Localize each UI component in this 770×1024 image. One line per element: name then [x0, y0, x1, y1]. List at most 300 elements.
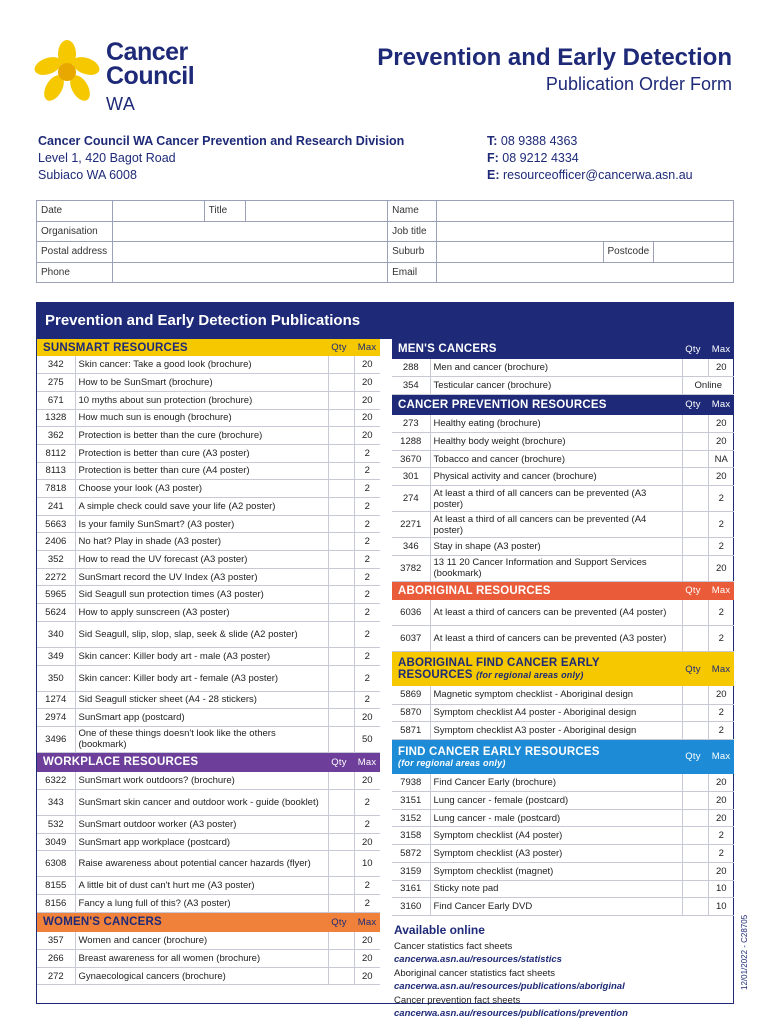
item-code: 8112 [37, 444, 75, 462]
item-max: 2 [354, 533, 380, 551]
item-name: Protection is better than cure (A3 poster) [75, 444, 328, 462]
table-row [392, 359, 734, 377]
item-code: 346 [392, 538, 430, 556]
section-header-sunsmart: SUNSMART RESOURCES Qty Max [37, 339, 380, 356]
item-code: 301 [392, 468, 430, 486]
qty-field[interactable] [328, 551, 354, 569]
item-max: 2 [708, 512, 734, 538]
item-code: 2271 [392, 512, 430, 538]
sunsmart-table [37, 356, 380, 753]
item-max: 20 [354, 709, 380, 727]
table-row [37, 726, 380, 752]
qty-field[interactable] [682, 686, 708, 704]
available-online [392, 924, 734, 1020]
table-row [392, 538, 734, 556]
item-code: 357 [37, 932, 75, 950]
item-code: 6322 [37, 772, 75, 790]
item-max: 20 [354, 374, 380, 392]
qty-field[interactable] [328, 374, 354, 392]
table-row [37, 895, 380, 913]
item-name: Symptom checklist A3 poster - Aboriginal design [430, 722, 682, 740]
postal-address-label: Postal address [37, 242, 113, 263]
organisation-field[interactable] [112, 221, 387, 242]
item-code: 3151 [392, 792, 430, 810]
item-name: SunSmart record the UV Index (A3 poster) [75, 568, 328, 586]
qty-field[interactable] [328, 409, 354, 427]
item-code: 5872 [392, 845, 430, 863]
item-name: At least a third of cancers can be prevented (A3 poster) [430, 626, 682, 652]
qty-field[interactable] [682, 468, 708, 486]
item-max: 20 [708, 359, 734, 377]
item-name: Symptom checklist (magnet) [430, 862, 682, 880]
item-code: 2406 [37, 533, 75, 551]
table-row [392, 512, 734, 538]
item-code: 362 [37, 427, 75, 445]
item-code: 6037 [392, 626, 430, 652]
section-header-men: MEN'S CANCERS Qty Max [392, 339, 734, 359]
item-code: 354 [392, 377, 430, 395]
item-name: Symptom checklist (A4 poster) [430, 827, 682, 845]
table-row [37, 967, 380, 985]
item-max: 2 [354, 691, 380, 709]
page-subtitle: Publication Order Form [545, 74, 732, 94]
email-line: E: resourceofficer@cancerwa.asn.au [487, 168, 693, 182]
item-name: At least a third of all cancers can be prevented (A4 poster) [430, 512, 682, 538]
online-item-label: Aboriginal cancer statistics fact sheets [394, 967, 556, 979]
item-name: 13 11 20 Cancer Information and Support Services (bookmark) [430, 555, 682, 581]
qty-field[interactable] [328, 621, 354, 647]
item-max: 20 [354, 409, 380, 427]
table-row [37, 551, 380, 569]
table-row [37, 586, 380, 604]
item-max: NA [708, 450, 734, 468]
item-max: 20 [354, 427, 380, 445]
item-name: How much sun is enough (brochure) [75, 409, 328, 427]
qty-field[interactable] [328, 709, 354, 727]
table-row [37, 772, 380, 790]
item-name: Magnetic symptom checklist - Aboriginal design [430, 686, 682, 704]
item-code: 5869 [392, 686, 430, 704]
item-max: 20 [354, 967, 380, 985]
qty-field[interactable] [682, 359, 708, 377]
item-name: Tobacco and cancer (brochure) [430, 450, 682, 468]
item-code: 5870 [392, 704, 430, 722]
postcode-field[interactable] [654, 242, 734, 263]
item-max: 20 [708, 415, 734, 433]
item-name: Symptom checklist A4 poster - Aboriginal design [430, 704, 682, 722]
table-row [392, 792, 734, 810]
qty-field[interactable] [682, 809, 708, 827]
item-max: 2 [354, 816, 380, 834]
qty-field[interactable] [328, 604, 354, 622]
table-row [37, 480, 380, 498]
qty-field[interactable] [328, 895, 354, 913]
item-code: 350 [37, 665, 75, 691]
item-max: 10 [708, 898, 734, 916]
table-row [37, 816, 380, 834]
prevention-table [392, 415, 734, 582]
qty-field[interactable] [328, 498, 354, 516]
qty-field[interactable] [328, 816, 354, 834]
section-header-find-early: FIND CANCER EARLY RESOURCES (for regional areas only) Qty Max [392, 740, 734, 774]
item-name: Symptom checklist (A3 poster) [430, 845, 682, 863]
qty-field[interactable] [682, 845, 708, 863]
item-max: 2 [708, 722, 734, 740]
item-max: Online [682, 377, 734, 395]
publications-title: Prevention and Early Detection Publications [37, 303, 733, 339]
item-max: 2 [354, 568, 380, 586]
qty-field[interactable] [328, 790, 354, 816]
item-max: 20 [708, 433, 734, 451]
item-name: At least a third of all cancers can be prevented (A3 poster) [430, 486, 682, 512]
item-name: SunSmart app workplace (postcard) [75, 833, 328, 851]
item-code: 241 [37, 498, 75, 516]
daffodil-icon [34, 40, 100, 104]
item-code: 532 [37, 816, 75, 834]
item-max: 2 [354, 480, 380, 498]
item-code: 274 [392, 486, 430, 512]
item-code: 6308 [37, 851, 75, 877]
item-code: 1328 [37, 409, 75, 427]
qty-field[interactable] [328, 691, 354, 709]
item-max: 20 [354, 950, 380, 968]
email-field[interactable] [437, 262, 734, 283]
publications-panel [36, 302, 734, 1019]
item-max: 10 [708, 880, 734, 898]
table-row [37, 932, 380, 950]
item-name: Stay in shape (A3 poster) [430, 538, 682, 556]
phone-line: T: 08 9388 4363 [487, 134, 578, 148]
aboriginal-early-table [392, 686, 734, 740]
item-max: 2 [708, 538, 734, 556]
qty-field[interactable] [682, 862, 708, 880]
section-header-prevention: CANCER PREVENTION RESOURCES Qty Max [392, 395, 734, 415]
qty-field[interactable] [682, 450, 708, 468]
qty-field[interactable] [328, 950, 354, 968]
table-row [392, 722, 734, 740]
item-code: 8156 [37, 895, 75, 913]
item-code: 3158 [392, 827, 430, 845]
item-code: 3161 [392, 880, 430, 898]
qty-field[interactable] [328, 967, 354, 985]
item-max: 2 [354, 551, 380, 569]
publications-right-column [392, 339, 734, 1021]
document-code: 12/01/2022 - C28705 [740, 914, 749, 990]
item-code: 288 [392, 359, 430, 377]
phone-field[interactable] [112, 262, 387, 283]
online-item-label: Cancer prevention fact sheets [394, 994, 521, 1006]
organisation-label: Organisation [37, 221, 113, 242]
item-name: Sticky note pad [430, 880, 682, 898]
table-row [37, 691, 380, 709]
qty-field[interactable] [682, 898, 708, 916]
email-label: Email [388, 262, 437, 283]
item-max: 2 [354, 647, 380, 665]
item-code: 343 [37, 790, 75, 816]
item-max: 10 [354, 851, 380, 877]
item-max: 2 [354, 665, 380, 691]
item-max: 20 [708, 809, 734, 827]
item-code: 266 [37, 950, 75, 968]
section-header-women: WOMEN'S CANCERS Qty Max [37, 913, 380, 932]
item-name: Skin cancer: Take a good look (brochure) [75, 356, 328, 374]
item-name: One of these things doesn't look like the others (bookmark) [75, 726, 328, 752]
item-max: 2 [354, 877, 380, 895]
item-max: 2 [354, 444, 380, 462]
table-row [37, 709, 380, 727]
item-max: 2 [354, 895, 380, 913]
item-max: 2 [354, 586, 380, 604]
item-name: Find Cancer Early (brochure) [430, 774, 682, 792]
table-row [37, 950, 380, 968]
online-item-link[interactable]: cancerwa.asn.au/resources/publications/prevention [394, 1007, 628, 1019]
item-code: 6036 [392, 600, 430, 626]
item-name: Physical activity and cancer (brochure) [430, 468, 682, 486]
item-name: How to apply sunscreen (A3 poster) [75, 604, 328, 622]
workplace-table [37, 772, 380, 913]
qty-field[interactable] [682, 827, 708, 845]
item-name: Healthy eating (brochure) [430, 415, 682, 433]
qty-field[interactable] [682, 880, 708, 898]
item-max: 20 [354, 932, 380, 950]
phone-label: Phone [37, 262, 113, 283]
item-code: 2272 [37, 568, 75, 586]
qty-field[interactable] [328, 851, 354, 877]
item-max: 20 [708, 686, 734, 704]
table-row [37, 427, 380, 445]
item-name: SunSmart skin cancer and outdoor work - guide (booklet) [75, 790, 328, 816]
item-max: 2 [708, 626, 734, 652]
item-name: Gynaecological cancers (brochure) [75, 967, 328, 985]
job-title-label: Job title [388, 221, 437, 242]
contact-address [38, 133, 404, 184]
item-name: Lung cancer - female (postcard) [430, 792, 682, 810]
qty-field[interactable] [682, 538, 708, 556]
postal-address-field[interactable] [112, 242, 387, 263]
table-row [37, 665, 380, 691]
item-code: 275 [37, 374, 75, 392]
qty-field[interactable] [328, 444, 354, 462]
qty-field[interactable] [328, 427, 354, 445]
table-row [37, 391, 380, 409]
table-row [37, 515, 380, 533]
qty-field[interactable] [328, 533, 354, 551]
qty-field[interactable] [328, 647, 354, 665]
item-max: 2 [354, 462, 380, 480]
order-details-form [36, 200, 734, 283]
qty-field[interactable] [328, 568, 354, 586]
cancer-council-logo [34, 40, 204, 120]
fax-line: F: 08 9212 4334 [487, 151, 579, 165]
table-row [392, 433, 734, 451]
item-code: 7938 [392, 774, 430, 792]
qty-field[interactable] [682, 415, 708, 433]
table-row [37, 568, 380, 586]
item-code: 8113 [37, 462, 75, 480]
item-max: 20 [354, 833, 380, 851]
title-block [377, 44, 732, 95]
title-label: Title [204, 201, 245, 222]
item-code: 272 [37, 967, 75, 985]
item-max: 2 [708, 827, 734, 845]
table-row [37, 409, 380, 427]
item-code: 5871 [392, 722, 430, 740]
qty-field[interactable] [682, 704, 708, 722]
item-max: 2 [354, 621, 380, 647]
qty-field[interactable] [328, 833, 354, 851]
available-online-title: Available online [394, 922, 485, 937]
item-name: SunSmart work outdoors? (brochure) [75, 772, 328, 790]
item-code: 3159 [392, 862, 430, 880]
suburb-field[interactable] [437, 242, 603, 263]
item-code: 3160 [392, 898, 430, 916]
date-label: Date [37, 201, 113, 222]
item-max: 50 [354, 726, 380, 752]
item-code: 1274 [37, 691, 75, 709]
item-name: SunSmart outdoor worker (A3 poster) [75, 816, 328, 834]
qty-field[interactable] [682, 722, 708, 740]
qty-field[interactable] [682, 555, 708, 581]
item-code: 349 [37, 647, 75, 665]
item-code: 273 [392, 415, 430, 433]
item-name: Raise awareness about potential cancer hazards (flyer) [75, 851, 328, 877]
qty-field[interactable] [328, 726, 354, 752]
item-name: Protection is better than the cure (brochure) [75, 427, 328, 445]
item-max: 20 [708, 468, 734, 486]
qty-field[interactable] [682, 626, 708, 652]
item-max: 2 [354, 515, 380, 533]
header [0, 0, 770, 130]
qty-field[interactable] [682, 792, 708, 810]
qty-field[interactable] [328, 665, 354, 691]
qty-field[interactable] [682, 512, 708, 538]
qty-field[interactable] [328, 356, 354, 374]
table-row [392, 486, 734, 512]
item-max: 20 [708, 792, 734, 810]
item-name: Fancy a lung full of this? (A3 poster) [75, 895, 328, 913]
org-name: Cancer Council WA Cancer Prevention and Research Division [38, 134, 405, 148]
item-name: Sid Seagull sticker sheet (A4 - 28 stickers) [75, 691, 328, 709]
qty-field[interactable] [682, 600, 708, 626]
qty-field[interactable] [682, 486, 708, 512]
find-early-table [392, 774, 734, 916]
table-row [37, 621, 380, 647]
item-max: 2 [708, 845, 734, 863]
item-name: Sid Seagull sun protection times (A3 poster) [75, 586, 328, 604]
item-max: 2 [354, 604, 380, 622]
table-row [37, 444, 380, 462]
logo-wordmark: Cancer Council WA [106, 38, 195, 114]
item-max: 20 [708, 862, 734, 880]
table-row [392, 827, 734, 845]
item-name: Breast awareness for all women (brochure) [75, 950, 328, 968]
item-name: Is your family SunSmart? (A3 poster) [75, 515, 328, 533]
item-max: 2 [708, 486, 734, 512]
table-row [392, 468, 734, 486]
item-code: 3496 [37, 726, 75, 752]
item-code: 3152 [392, 809, 430, 827]
item-code: 7818 [37, 480, 75, 498]
aboriginal-table [392, 600, 734, 653]
table-row [37, 374, 380, 392]
contact-details [487, 133, 693, 184]
table-row [37, 462, 380, 480]
table-row [37, 498, 380, 516]
item-name: No hat? Play in shade (A3 poster) [75, 533, 328, 551]
table-row [37, 604, 380, 622]
item-code: 671 [37, 391, 75, 409]
table-row [37, 790, 380, 816]
title-field[interactable] [245, 201, 388, 222]
item-name: Lung cancer - male (postcard) [430, 809, 682, 827]
item-code: 3782 [392, 555, 430, 581]
name-field[interactable] [437, 201, 734, 222]
online-item-link[interactable]: cancerwa.asn.au/resources/publications/aboriginal [394, 980, 625, 992]
table-row [392, 450, 734, 468]
name-label: Name [388, 201, 437, 222]
section-header-workplace: WORKPLACE RESOURCES Qty Max [37, 753, 380, 772]
item-code: 340 [37, 621, 75, 647]
table-row [392, 377, 734, 395]
item-max: 2 [708, 704, 734, 722]
item-name: 10 myths about sun protection (brochure) [75, 391, 328, 409]
item-name: SunSmart app (postcard) [75, 709, 328, 727]
item-name: How to be SunSmart (brochure) [75, 374, 328, 392]
job-title-field[interactable] [437, 221, 734, 242]
qty-field[interactable] [328, 932, 354, 950]
qty-field[interactable] [328, 391, 354, 409]
table-row [392, 898, 734, 916]
item-code: 3670 [392, 450, 430, 468]
item-code: 342 [37, 356, 75, 374]
item-max: 20 [708, 555, 734, 581]
table-row [37, 647, 380, 665]
qty-field[interactable] [328, 462, 354, 480]
section-header-aboriginal: ABORIGINAL RESOURCES Qty Max [392, 582, 734, 600]
table-row [392, 555, 734, 581]
qty-field[interactable] [328, 586, 354, 604]
qty-field[interactable] [328, 515, 354, 533]
qty-field[interactable] [328, 877, 354, 895]
item-name: Find Cancer Early DVD [430, 898, 682, 916]
item-name: Choose your look (A3 poster) [75, 480, 328, 498]
table-row [37, 833, 380, 851]
item-name: At least a third of cancers can be prevented (A4 poster) [430, 600, 682, 626]
online-item-label: Cancer statistics fact sheets [394, 940, 513, 952]
table-row [392, 600, 734, 626]
table-row [37, 851, 380, 877]
table-row [392, 880, 734, 898]
men-table [392, 359, 734, 395]
table-row [392, 809, 734, 827]
item-code: 5624 [37, 604, 75, 622]
online-item-link[interactable]: cancerwa.asn.au/resources/statistics [394, 953, 562, 965]
table-row [392, 415, 734, 433]
item-code: 2974 [37, 709, 75, 727]
table-row [392, 774, 734, 792]
qty-field[interactable] [682, 433, 708, 451]
item-max: 20 [354, 356, 380, 374]
item-name: A little bit of dust can't hurt me (A3 poster) [75, 877, 328, 895]
item-code: 5965 [37, 586, 75, 604]
qty-field[interactable] [682, 774, 708, 792]
date-field[interactable] [112, 201, 204, 222]
qty-field[interactable] [328, 480, 354, 498]
item-name: Testicular cancer (brochure) [430, 377, 682, 395]
item-code: 1288 [392, 433, 430, 451]
address-line-2: Subiaco WA 6008 [38, 168, 137, 182]
qty-field[interactable] [328, 772, 354, 790]
